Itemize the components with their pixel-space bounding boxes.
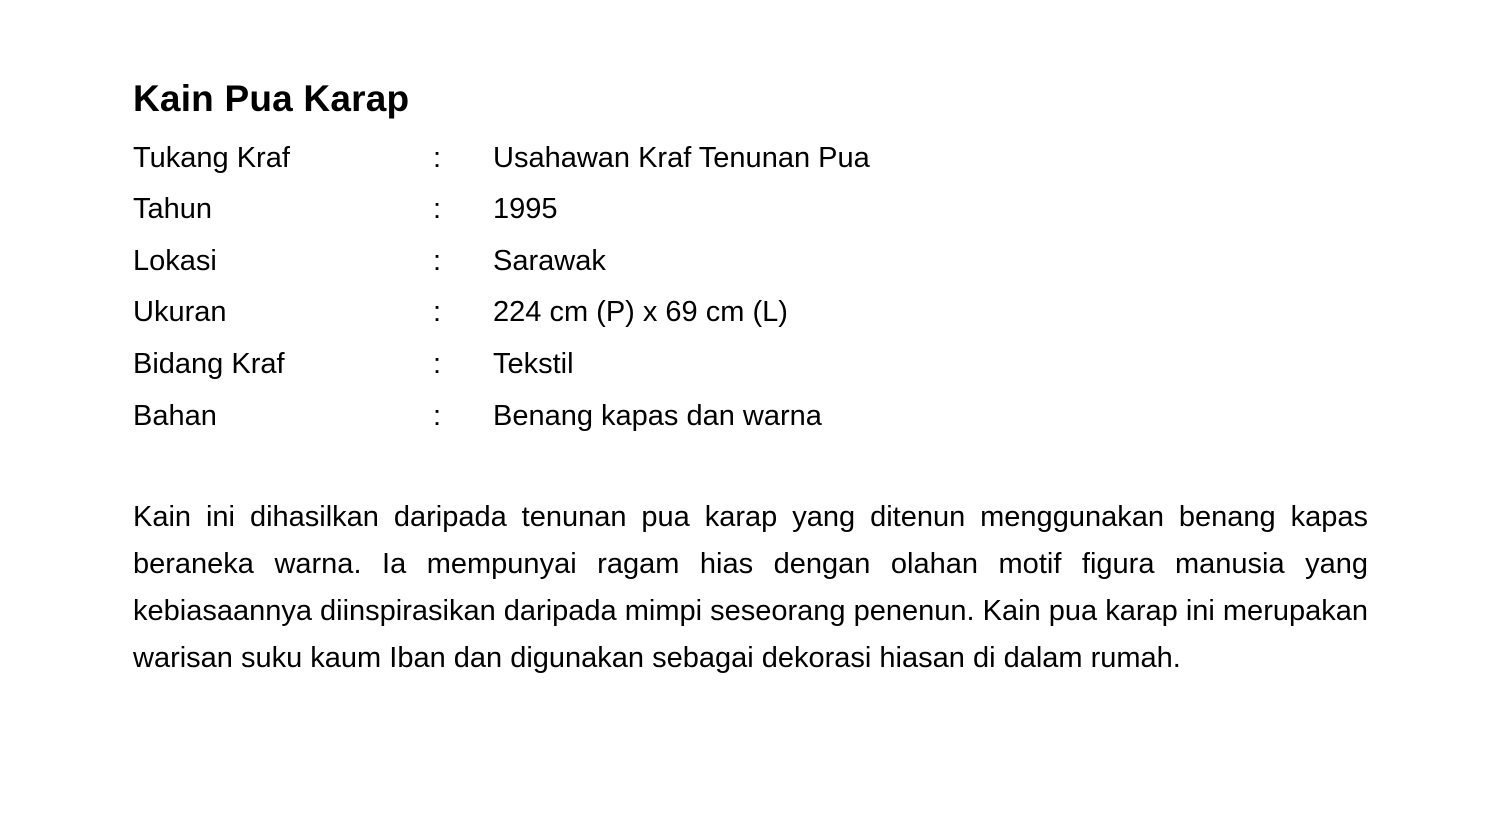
spec-value: Sarawak bbox=[493, 244, 606, 277]
spec-colon: : bbox=[433, 141, 442, 174]
spec-label: Ukuran bbox=[133, 296, 227, 329]
table-row bbox=[133, 184, 870, 236]
spec-value: 224 cm (P) x 69 cm (L) bbox=[493, 296, 788, 329]
table-row bbox=[133, 339, 870, 391]
table-row bbox=[133, 287, 870, 339]
spec-value: 1995 bbox=[493, 193, 558, 226]
spec-value: Benang kapas dan warna bbox=[493, 399, 822, 432]
spec-label: Tukang Kraf bbox=[133, 141, 290, 174]
spec-label: Tahun bbox=[133, 193, 213, 226]
spec-colon: : bbox=[433, 193, 442, 226]
description-paragraph: Kain ini dihasilkan daripada tenunan pua karap yang ditenun menggunakan benang kapas beraneka warna. Ia mempunyai ragam hias dengan olahan motif figura manusia yang kebiasaannya diinspirasikan daripada mimpi seseorang penenun. Kain pua karap ini merupakan warisan suku kaum Iban dan digunakan sebagai dekorasi hiasan di dalam rumah. bbox=[133, 501, 1368, 675]
specification-table bbox=[133, 133, 870, 443]
spec-value: Usahawan Kraf Tenunan Pua bbox=[493, 141, 870, 174]
table-row bbox=[133, 391, 870, 443]
spec-value: Tekstil bbox=[493, 347, 574, 380]
table-row bbox=[133, 236, 870, 288]
spec-label: Bahan bbox=[133, 399, 217, 432]
page-title: Kain Pua Karap bbox=[133, 78, 410, 119]
table-row bbox=[133, 133, 870, 185]
spec-colon: : bbox=[433, 347, 442, 380]
spec-label: Lokasi bbox=[133, 244, 217, 277]
specification-table-body bbox=[133, 133, 870, 443]
spec-colon: : bbox=[433, 244, 442, 277]
spec-colon: : bbox=[433, 296, 442, 329]
spec-label: Bidang Kraf bbox=[133, 347, 285, 380]
spec-colon: : bbox=[433, 399, 442, 432]
